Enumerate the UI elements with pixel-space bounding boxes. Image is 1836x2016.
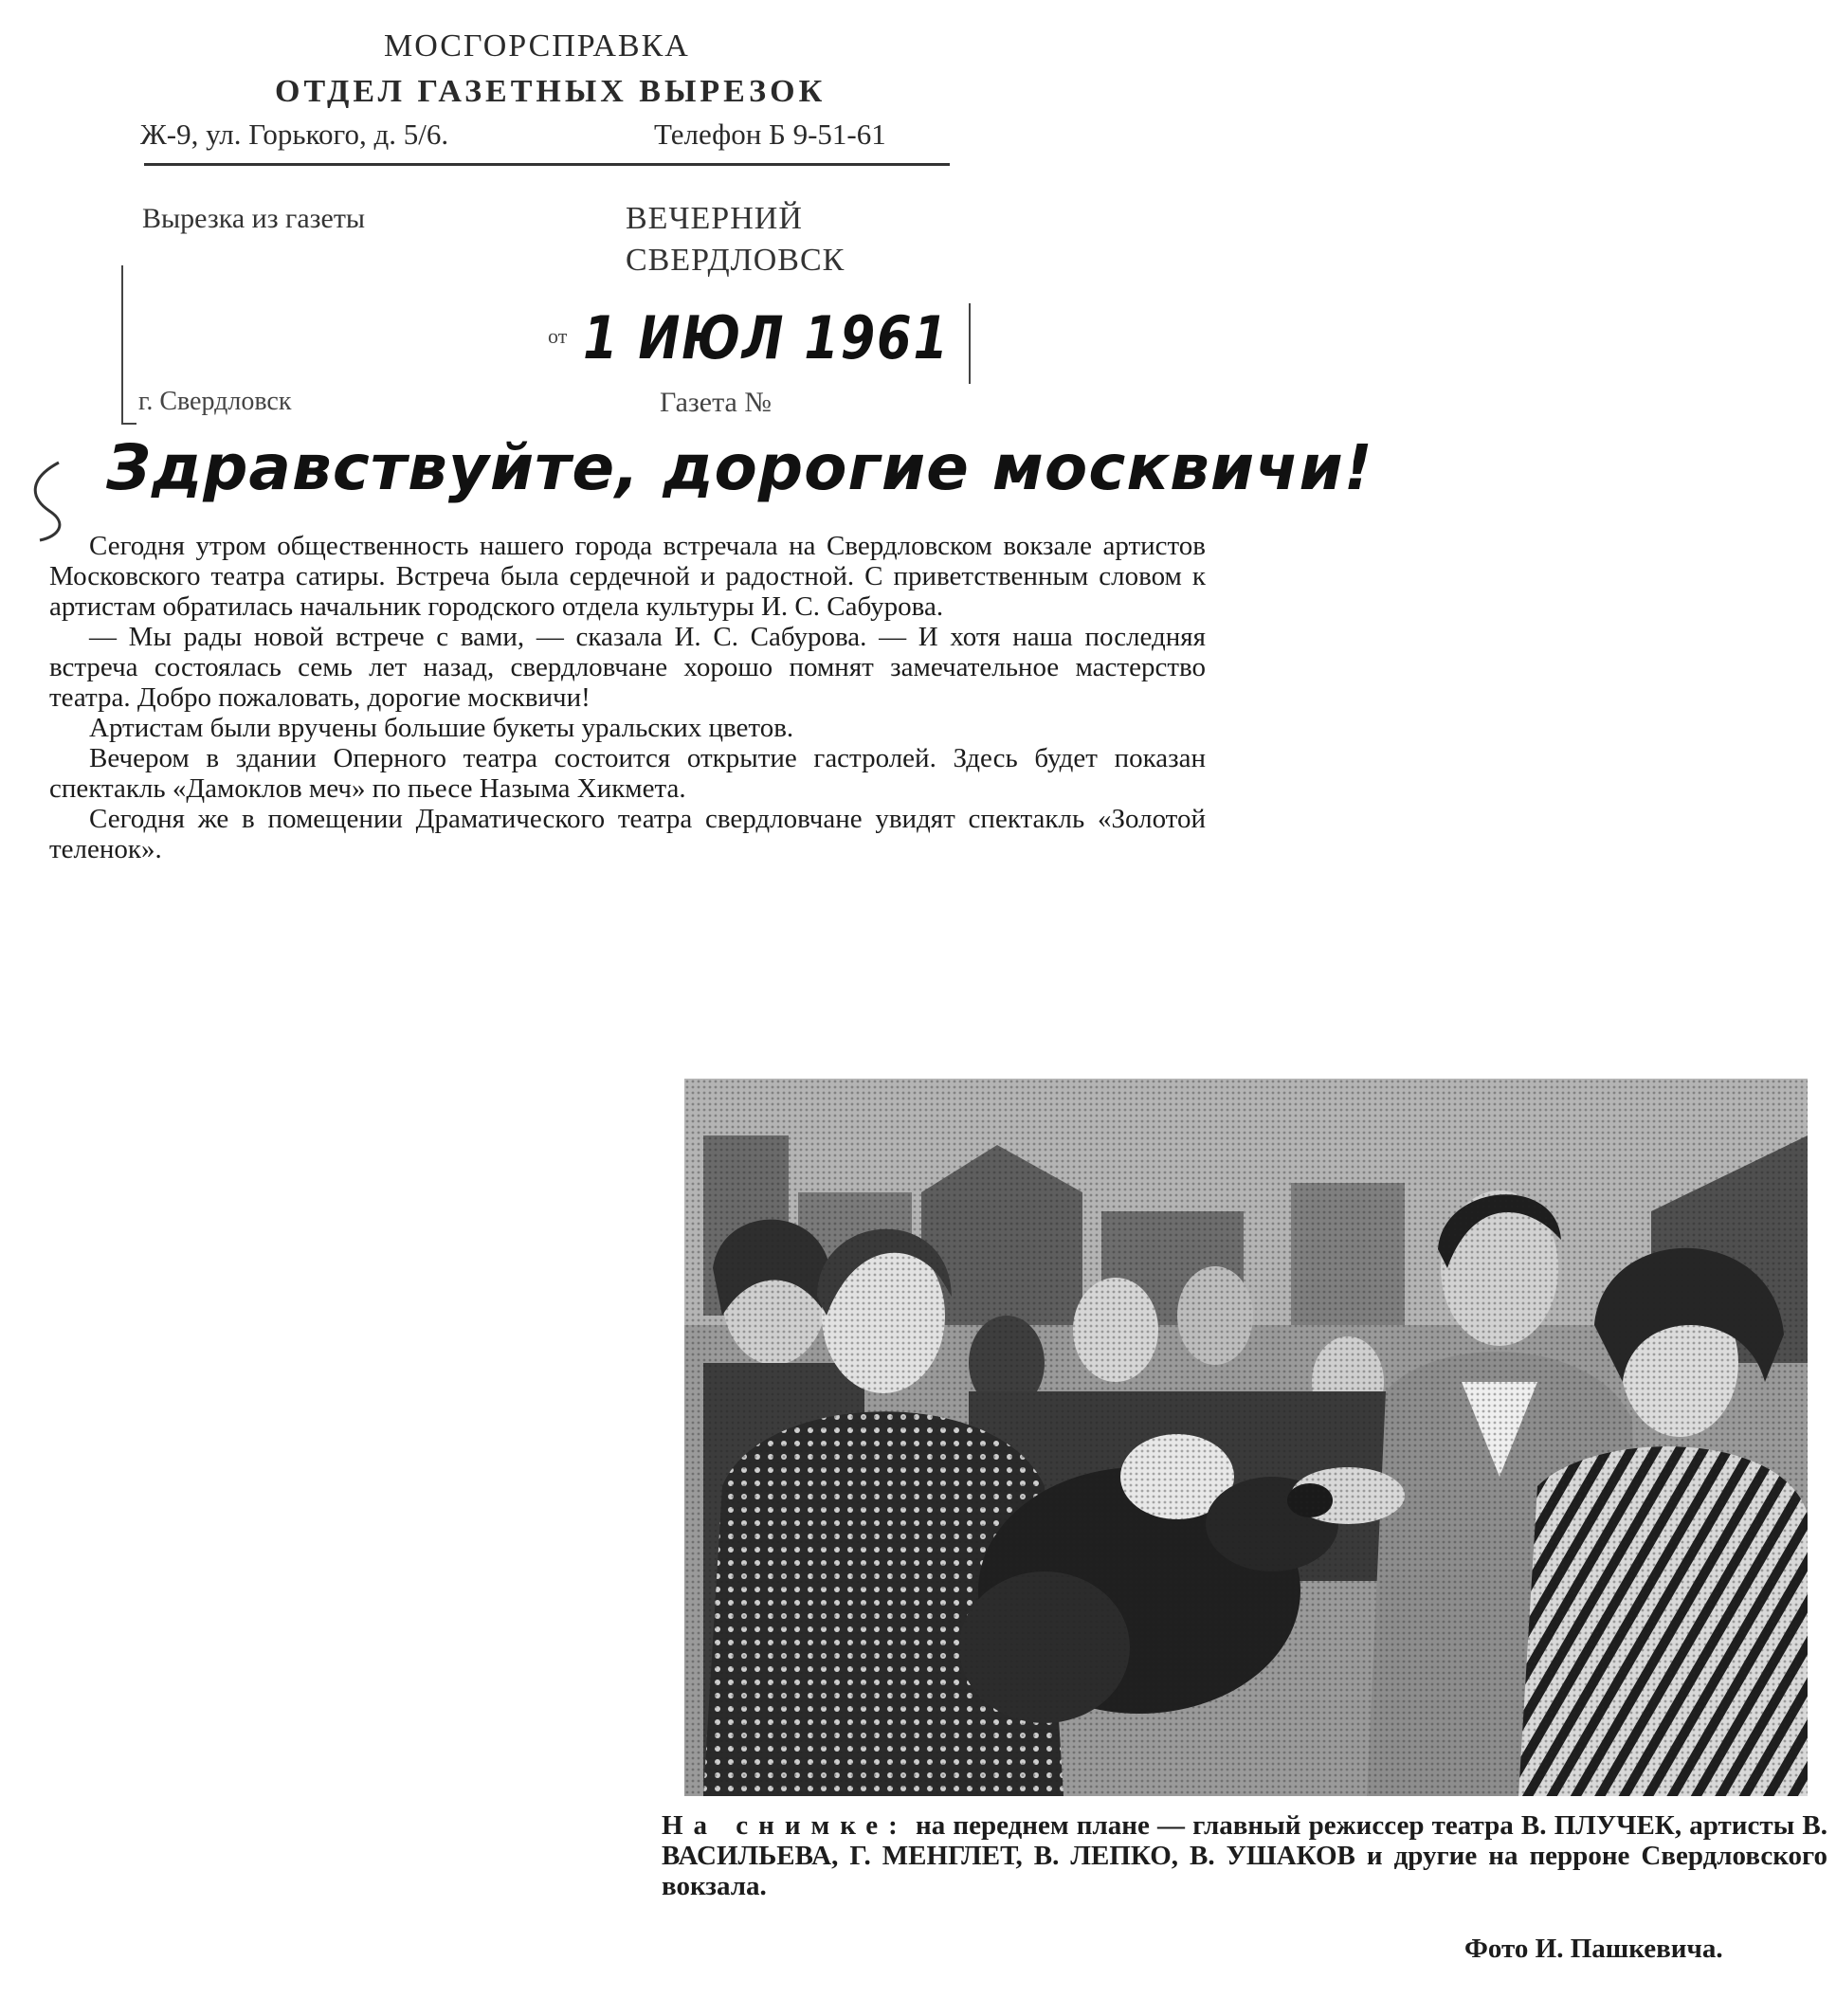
- article-body: [49, 531, 1206, 864]
- org-phone: Телефон Б 9-51-61: [654, 118, 886, 151]
- department-name: ОТДЕЛ ГАЗЕТНЫХ ВЫРЕЗОК: [275, 74, 827, 109]
- news-photo: [684, 1079, 1808, 1796]
- article-paragraph: Артистам были вручены большие букеты уральских цветов.: [89, 713, 794, 743]
- photo-credit: Фото И. Пашкевича.: [1464, 1934, 1723, 1964]
- stamp-bracket: [121, 265, 136, 425]
- caption-text: на переднем плане — главный режиссер театра В. ПЛУЧЕК, артисты В. ВАСИЛЬЕВА, Г. МЕНГЛЕТ, В. ЛЕПКО, В. УШАКОВ и другие на перроне Свердловского вокзала.: [662, 1810, 1827, 1901]
- org-name: МОСГОРСПРАВКА: [384, 28, 690, 64]
- article-paragraph: — Мы рады новой встрече с вами, — сказала И. С. Сабурова. — И хотя наша последняя встреча состоялась семь лет назад, свердловчане хорошо помнят замечательное мастерство театра. Добро пожаловать, дорогие москвичи!: [49, 622, 1206, 713]
- city-label: г. Свердловск: [138, 387, 292, 416]
- newspaper-name-line1: ВЕЧЕРНИЙ: [626, 201, 803, 236]
- date-stamp-rule: [969, 303, 971, 384]
- news-photo-image: [684, 1079, 1808, 1796]
- org-address: Ж-9, ул. Горького, д. 5/6.: [140, 118, 449, 151]
- date-from-label: от: [548, 324, 568, 348]
- article-headline: Здравствуйте, дорогие москвичи!: [106, 431, 1373, 504]
- clipping-label: Вырезка из газеты: [142, 203, 366, 234]
- article-paragraph: Сегодня же в помещении Драматического театра свердловчане увидят спектакль «Золотой теленок».: [49, 804, 1206, 864]
- caption-lead: На снимке:: [662, 1810, 908, 1841]
- newspaper-name-line2: СВЕРДЛОВСК: [626, 243, 845, 278]
- article-paragraph: Вечером в здании Оперного театра состоится открытие гастролей. Здесь будет показан спектакль «Дамоклов меч» по пьесе Назыма Хикмета.: [49, 743, 1206, 804]
- header-divider: [144, 163, 950, 166]
- newspaper-number-label: Газета №: [660, 387, 772, 418]
- date-stamp: 1 ИЮЛ 1961: [583, 303, 950, 372]
- photo-caption: [662, 1810, 1827, 1901]
- article-paragraph: Сегодня утром общественность нашего города встречала на Свердловском вокзале артистов Московского театра сатиры. Встреча была сердечной и радостной. С приветственным словом к артистам обратилась начальник городского отдела культуры И. С. Сабурова.: [49, 531, 1206, 622]
